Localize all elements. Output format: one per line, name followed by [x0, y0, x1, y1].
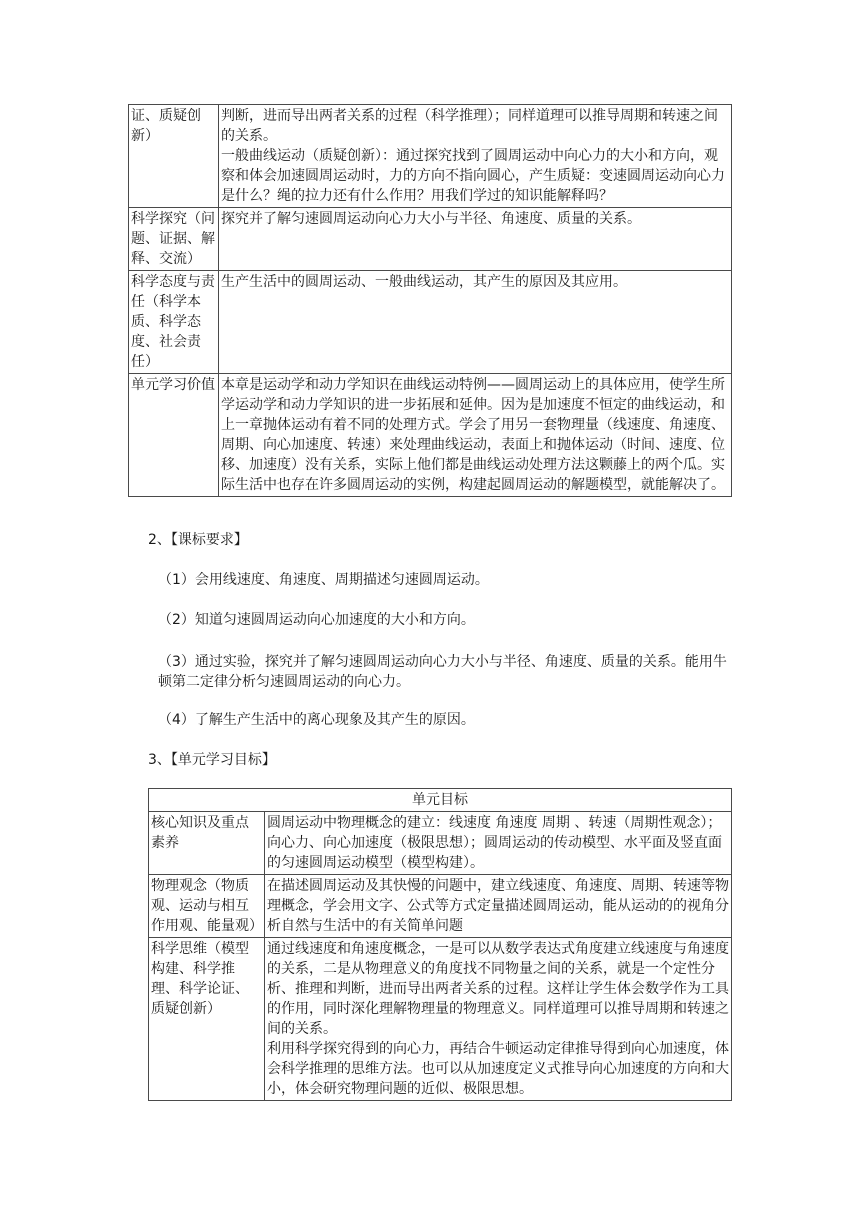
row-content — [265, 938, 732, 1101]
table-row — [149, 938, 732, 1101]
table-title-row — [149, 789, 732, 812]
row-paragraph: 本章是运动学和动力学知识在曲线运动特例——圆周运动上的具体应用，使学生所学运动学和动力学知识的进一步拓展和延伸。因为是加速度不恒定的曲线运动，和上一章抛体运动有着不同的处理方式。学会了用另一套物理量（线速度、角速度、周期、向心加速度、转速）来处理曲线运动，表面上和抛体运动（时间、速度、位移、加速度）没有关系，实际上他们都是曲线运动处理方法这颗藤上的两个瓜。实际生活中也存在许多圆周运动的实例，构建起圆周运动的解题模型，就能解决了。 — [221, 377, 725, 493]
curriculum-item: （1）会用线速度、角速度、周期描述匀速圆周运动。 — [158, 572, 489, 588]
row-content — [219, 374, 732, 497]
row-paragraph: 在描述圆周运动及其快慢的问题中，建立线速度、角速度、周期、转速等物理概念，学会用文字、公式等方式定量描述圆周运动，能从运动的的视角分析自然与生活中的有关简单问题 — [267, 878, 729, 934]
row-content — [219, 105, 732, 208]
table-row — [129, 271, 732, 374]
row-content — [265, 812, 732, 875]
table-title: 单元目标 — [149, 789, 732, 812]
table-row — [149, 812, 732, 875]
core-literacy-table-continued — [128, 104, 732, 497]
row-paragraph: 探究并了解匀速圆周运动向心力大小与半径、角速度、质量的关系。 — [221, 211, 641, 227]
table-row — [129, 105, 732, 208]
row-paragraph: 利用科学探究得到的向心力，再结合牛顿运动定律推导得到向心加速度，体会科学推理的思维方法。也可以从加速度定义式推导向心加速度的方向和大小，体会研究物理问题的近似、极限思想。 — [267, 1041, 729, 1097]
table-row — [129, 208, 732, 271]
row-label: 科学探究（问题、证据、解释、交流） — [129, 208, 219, 271]
row-label: 证、质疑创新） — [129, 105, 219, 208]
row-paragraph: 圆周运动中物理概念的建立：线速度 角速度 周期 、转速（周期性观念）；向心力、向心加速度（极限思想）；圆周运动的传动模型、水平面及竖直面的匀速圆周运动模型（模型构建）。 — [267, 815, 722, 871]
row-paragraph: 通过线速度和角速度概念，一是可以从数学表达式角度建立线速度与角速度的关系，二是从物理意义的角度找不同物量之间的关系，就是一个定性分析、推理和判断，进而导出两者关系的过程。这样让学生体会数学作为工具的作用，同时深化理解物理量的物理意义。同样道理可以推导周期和转速之间的关系。 — [267, 941, 729, 1037]
unit-objectives-table — [148, 788, 732, 1101]
curriculum-item: （2）知道匀速圆周运动向心加速度的大小和方向。 — [158, 612, 475, 628]
table-row — [129, 374, 732, 497]
curriculum-item: （3）通过实验，探究并了解匀速圆周运动向心力大小与半径、角速度、质量的关系。能用牛顿第二定律分析匀速圆周运动的向心力。 — [158, 654, 727, 690]
row-label: 科学态度与责任（科学本质、科学态度、社会责任） — [129, 271, 219, 374]
section-heading-curriculum: 2、【课标要求】 — [148, 532, 248, 548]
section-heading-objectives: 3、【单元学习目标】 — [148, 752, 276, 768]
row-paragraph: 判断，进而导出两者关系的过程（科学推理）；同样道理可以推导周期和转速之间的关系。 — [221, 108, 718, 144]
row-paragraph: 一般曲线运动（质疑创新）：通过探究找到了圆周运动中向心力的大小和方向，观察和体会加速圆周运动时，力的方向不指向圆心，产生质疑：变速圆周运动向心力是什么？绳的拉力还有什么作用？用我们学过的知识能解释吗？ — [221, 148, 725, 204]
table-row — [149, 875, 732, 938]
row-label: 核心知识及重点素养 — [149, 812, 265, 875]
row-label: 物理观念（物质观、运动与相互作用观、能量观） — [149, 875, 265, 938]
row-paragraph: 生产生活中的圆周运动、一般曲线运动，其产生的原因及其应用。 — [221, 274, 627, 290]
row-label: 单元学习价值 — [129, 374, 219, 497]
row-content — [219, 271, 732, 374]
row-label: 科学思维（模型构建、科学推理、科学论证、质疑创新） — [149, 938, 265, 1101]
row-content — [219, 208, 732, 271]
row-content — [265, 875, 732, 938]
curriculum-item: （4）了解生产生活中的离心现象及其产生的原因。 — [158, 712, 475, 728]
